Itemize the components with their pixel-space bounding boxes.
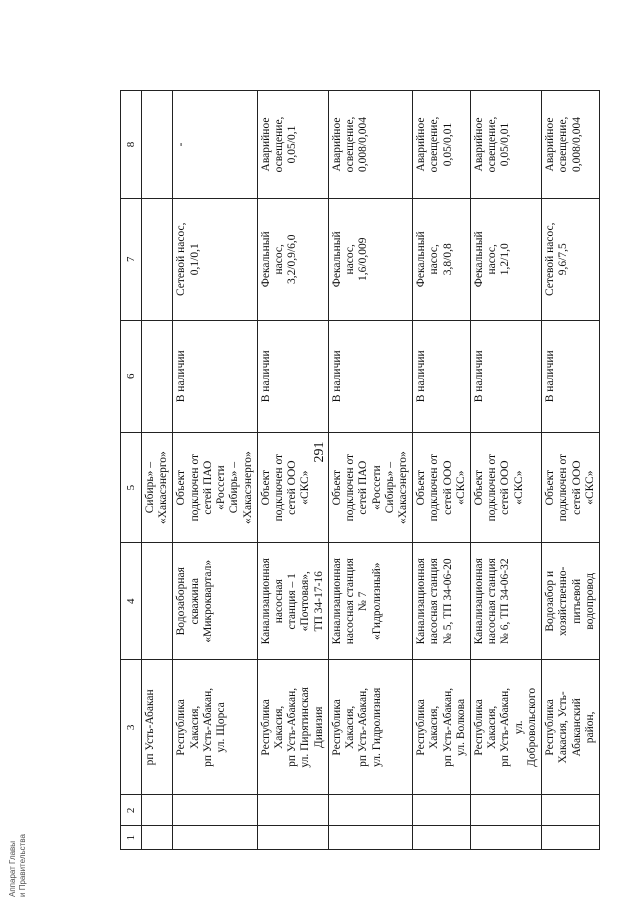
continuation-row bbox=[142, 91, 173, 850]
availability-cell: В наличии bbox=[257, 320, 328, 432]
connection-cell: Объект подключен от сетей ПАО «Россети Сибирь» – «Хакасэнерго» bbox=[328, 433, 412, 543]
facility-cell: Водозаборная скважина «Микроквартал» bbox=[173, 543, 257, 660]
table-cell bbox=[328, 795, 412, 826]
table-cell bbox=[413, 795, 471, 826]
connection-cell: Объект подключен от сетей ООО «СКС» bbox=[471, 433, 542, 543]
table-cell bbox=[142, 198, 173, 320]
header-cell-4: 4 bbox=[121, 543, 142, 660]
equipment-cell: Фекальный насос, 1,6/0,009 bbox=[328, 198, 412, 320]
table-row bbox=[328, 91, 412, 850]
address-cell: Республика Хакасия, рп Усть-Абакан, ул. Добровольского bbox=[471, 660, 542, 795]
table-row bbox=[413, 91, 471, 850]
table-cell bbox=[142, 795, 173, 826]
table-cell bbox=[257, 795, 328, 826]
address-cell: Республика Хакасия, Усть- Абаканский район, bbox=[542, 660, 600, 795]
address-cell: Республика Хакасия, рп Усть-Абакан, ул. Щорса bbox=[173, 660, 257, 795]
table-row bbox=[257, 91, 328, 850]
header-row bbox=[121, 91, 142, 850]
table-cell bbox=[542, 826, 600, 850]
table-row bbox=[471, 91, 542, 850]
header-cell-5: 5 bbox=[121, 433, 142, 543]
table-cell bbox=[542, 795, 600, 826]
connection-cell: Объект подключен от сетей ПАО «Россети Сибирь» – «Хакасэнерго» bbox=[173, 433, 257, 543]
connection-cell: Сибирь» – «Хакасэнерго» bbox=[142, 433, 173, 543]
table-cell bbox=[471, 826, 542, 850]
table-cell bbox=[471, 795, 542, 826]
header-cell-6: 6 bbox=[121, 320, 142, 432]
table-cell bbox=[328, 826, 412, 850]
stamp-note: Аппарат Главы и Правительства bbox=[8, 834, 27, 897]
lighting-cell: Аварийное освещение, 0,05/0,01 bbox=[413, 91, 471, 199]
address-cell: Республика Хакасия, рп Усть-Абакан, ул. Гидролизная bbox=[328, 660, 412, 795]
facility-cell: Канализационная насосная станция № 6, ТП 34-06-32 bbox=[471, 543, 542, 660]
table-cell bbox=[257, 826, 328, 850]
table-cell bbox=[142, 826, 173, 850]
facility-cell: Канализационная насосная станция № 7 «Гидролизный» bbox=[328, 543, 412, 660]
header-cell-3: 3 bbox=[121, 660, 142, 795]
equipment-cell: Сетевой насос, 0,1/0,1 bbox=[173, 198, 257, 320]
lighting-cell: Аварийное освещение, 0,05/0,1 bbox=[257, 91, 328, 199]
equipment-cell: Фекальный насос, 1,2/1,0 bbox=[471, 198, 542, 320]
address-cell: Республика Хакасия, рп Усть-Абакан, ул. Пирятинская Дивизия bbox=[257, 660, 328, 795]
lighting-cell: - bbox=[173, 91, 257, 199]
address-cell: Республика Хакасия, рп Усть-Абакан, ул. Волкова bbox=[413, 660, 471, 795]
header-cell-7: 7 bbox=[121, 198, 142, 320]
table-cell bbox=[413, 826, 471, 850]
availability-cell: В наличии bbox=[413, 320, 471, 432]
availability-cell: В наличии bbox=[542, 320, 600, 432]
lighting-cell: Аварийное освещение, 0,008/0,004 bbox=[542, 91, 600, 199]
equipment-cell: Фекальный насос, 3,8/0,8 bbox=[413, 198, 471, 320]
table-cell bbox=[173, 795, 257, 826]
address-cell: рп Усть-Абакан bbox=[142, 660, 173, 795]
availability-cell: В наличии bbox=[328, 320, 412, 432]
connection-cell: Объект подключен от сетей ООО «СКС» bbox=[257, 433, 328, 543]
facility-cell: Водозабор и хозяйственно- питьевой водопровод bbox=[542, 543, 600, 660]
connection-cell: Объект подключен от сетей ООО «СКС» bbox=[413, 433, 471, 543]
availability-cell: В наличии bbox=[173, 320, 257, 432]
connection-cell: Объект подключен от сетей ООО «СКС» bbox=[542, 433, 600, 543]
equipment-cell: Сетевой насос, 9,6/7,5 bbox=[542, 198, 600, 320]
lighting-cell: Аварийное освещение, 0,05/0,01 bbox=[471, 91, 542, 199]
availability-cell: В наличии bbox=[471, 320, 542, 432]
header-cell-8: 8 bbox=[121, 91, 142, 199]
lighting-cell: Аварийное освещение, 0,008/0,004 bbox=[328, 91, 412, 199]
table-cell bbox=[142, 543, 173, 660]
equipment-table bbox=[120, 90, 600, 850]
header-cell-1: 1 bbox=[121, 826, 142, 850]
table-row bbox=[173, 91, 257, 850]
facility-cell: Канализационная насосная станция № 5, ТП 34-06-20 bbox=[413, 543, 471, 660]
facility-cell: Канализационная насосная станция – 1 «Почтовая», ТП 34-17-16 bbox=[257, 543, 328, 660]
table-cell bbox=[173, 826, 257, 850]
rotated-table-container bbox=[120, 90, 620, 850]
equipment-cell: Фекальный насос, 3,2/0,9/6,0 bbox=[257, 198, 328, 320]
table-cell bbox=[142, 91, 173, 199]
header-cell-2: 2 bbox=[121, 795, 142, 826]
table-cell bbox=[142, 320, 173, 432]
table-row bbox=[542, 91, 600, 850]
page-number: 291 bbox=[312, 441, 327, 463]
